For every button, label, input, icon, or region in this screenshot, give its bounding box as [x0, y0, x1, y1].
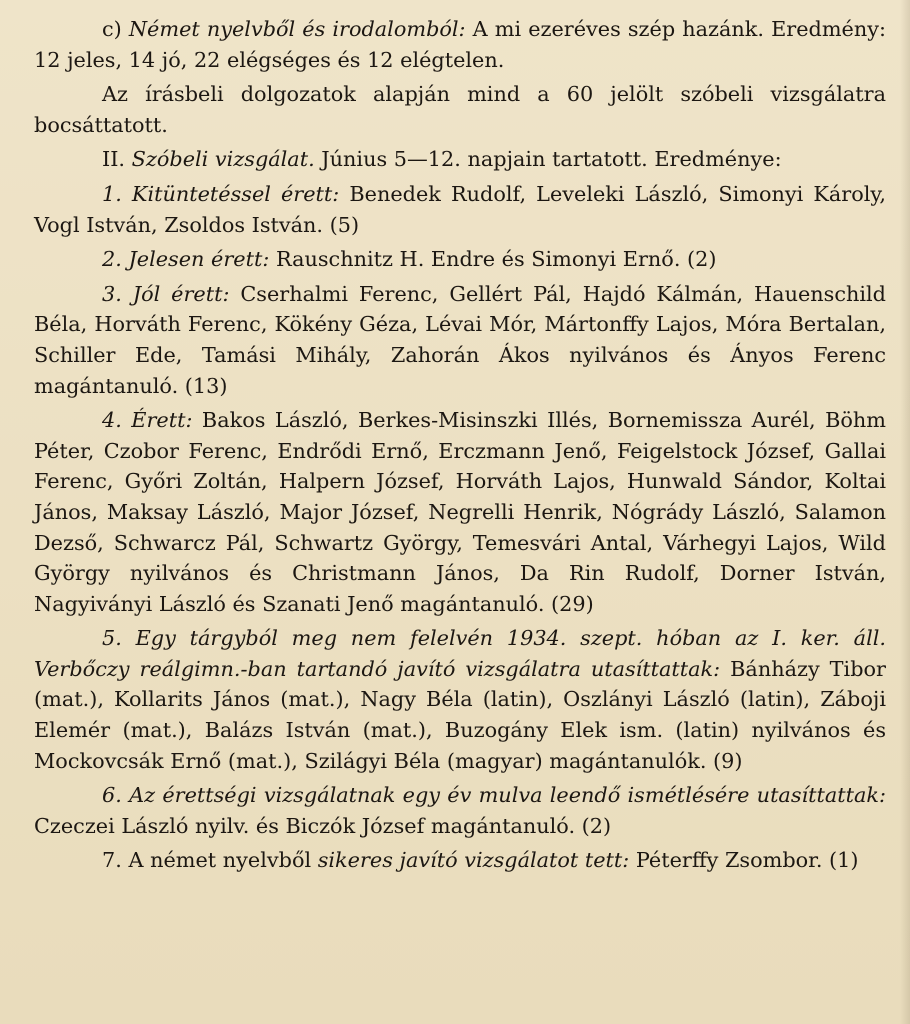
paragraph-lead: 6. Az érettségi vizsgálatnak egy év mulva leendő ismétlésére utasíttattak:: [102, 783, 886, 808]
paragraph-body: Az írásbeli dolgozatok alapján mind a 60 jelölt szóbeli vizsgálatra bocsáttatott.: [34, 82, 886, 137]
paragraph-passed: [34, 405, 886, 619]
paragraph-lead: Szóbeli vizsgálat.: [131, 147, 315, 172]
paragraph-excellent: [34, 244, 886, 275]
paragraph-body: Benedek Rudolf, Leveleki László, Simonyi Károly, Vogl István, Zsoldos István. (5): [34, 181, 886, 237]
paragraph-prefix: II.: [102, 147, 132, 172]
paragraph-written-results: [34, 79, 886, 140]
paragraph-german-literature: [34, 14, 886, 75]
paragraph-lead: 3. Jól érett:: [102, 281, 230, 306]
paragraph-body: A mi ezeréves szép hazánk. Eredmény: 12 jeles, 14 jó, 22 elégséges és 12 elégtelen.: [34, 17, 886, 72]
paragraph-body: Cserhalmi Ferenc, Gellért Pál, Hajdó Kálmán, Hauenschild Béla, Horváth Ferenc, Kökény Géza, Lévai Mór, Mártonffy Lajos, Móra Bertalan, Schiller Ede, Tamási Mihály, Zahorán Ákos nyilvános és Ányos Ferenc magántanuló. (13): [34, 281, 886, 398]
paragraph-german-makeup: [34, 845, 886, 876]
paragraph-lead: 1. Kitüntetéssel érett:: [102, 181, 340, 206]
paragraph-lead: Német nyelvből és irodalomból:: [128, 17, 466, 41]
paragraph-body: Rauschnitz H. Endre és Simonyi Ernő. (2): [269, 247, 717, 272]
paragraph-repeat-year: [34, 780, 886, 841]
paragraph-lead: 2. Jelesen érett:: [102, 247, 270, 272]
paragraph-lead: sikeres javító vizsgálatot tett:: [317, 848, 630, 873]
paragraph-body: Bakos László, Berkes-Misinszki Illés, Bornemissza Aurél, Böhm Péter, Czobor Ferenc, Endrődi Ernő, Erczmann Jenő, Feigelstock József, Gallai Ferenc, Győri Zoltán, Halpern József, Horváth Lajos, Hunwald Sándor, Koltai János, Maksay László, Major József, Negrelli Henrik, Nógrády László, Salamon Dezső, Schwarcz Pál, Schwartz György, Temesvári Antal, Várhegyi Lajos, Wild György nyilvános és Christmann János, Da Rin Rudolf, Dorner István, Nagyiványi László és Szanati Jenő magántanuló. (29): [34, 408, 886, 616]
paragraph-prefix: 7. A német nyelvből: [102, 848, 318, 873]
paragraph-lead: 4. Érett:: [102, 408, 193, 433]
paragraph-lead: 5. Egy tárgyból meg nem felelvén 1934. szept. hóban az I. ker. áll. Verbőczy reálgimn.-ban tartandó javító vizsgálatra utasíttattak:: [34, 626, 886, 681]
paragraph-prefix: c): [102, 17, 129, 41]
paragraph-distinction: [34, 179, 886, 240]
paragraph-body: Bánházy Tibor (mat.), Kollarits János (mat.), Nagy Béla (latin), Oszlányi László (latin), Záboji Elemér (mat.), Balázs István (mat.), Buzogány Elek ism. (latin) nyilvános és Mockovcsák Ernő (mat.), Szilágyi Béla (magyar) magántanulók. (9): [34, 656, 886, 773]
scan-edge-shadow: [900, 0, 910, 1024]
document-text: [34, 14, 886, 880]
paragraph-retake: [34, 623, 886, 776]
paragraph-good: [34, 279, 886, 401]
paragraph-oral-exam: [34, 144, 886, 175]
paragraph-body: Czeczei László nyilv. és Biczók József magántanuló. (2): [34, 813, 612, 838]
paragraph-body: Péterffy Zsombor. (1): [629, 848, 859, 873]
paragraph-body: Június 5—12. napjain tartatott. Eredménye:: [314, 147, 782, 172]
